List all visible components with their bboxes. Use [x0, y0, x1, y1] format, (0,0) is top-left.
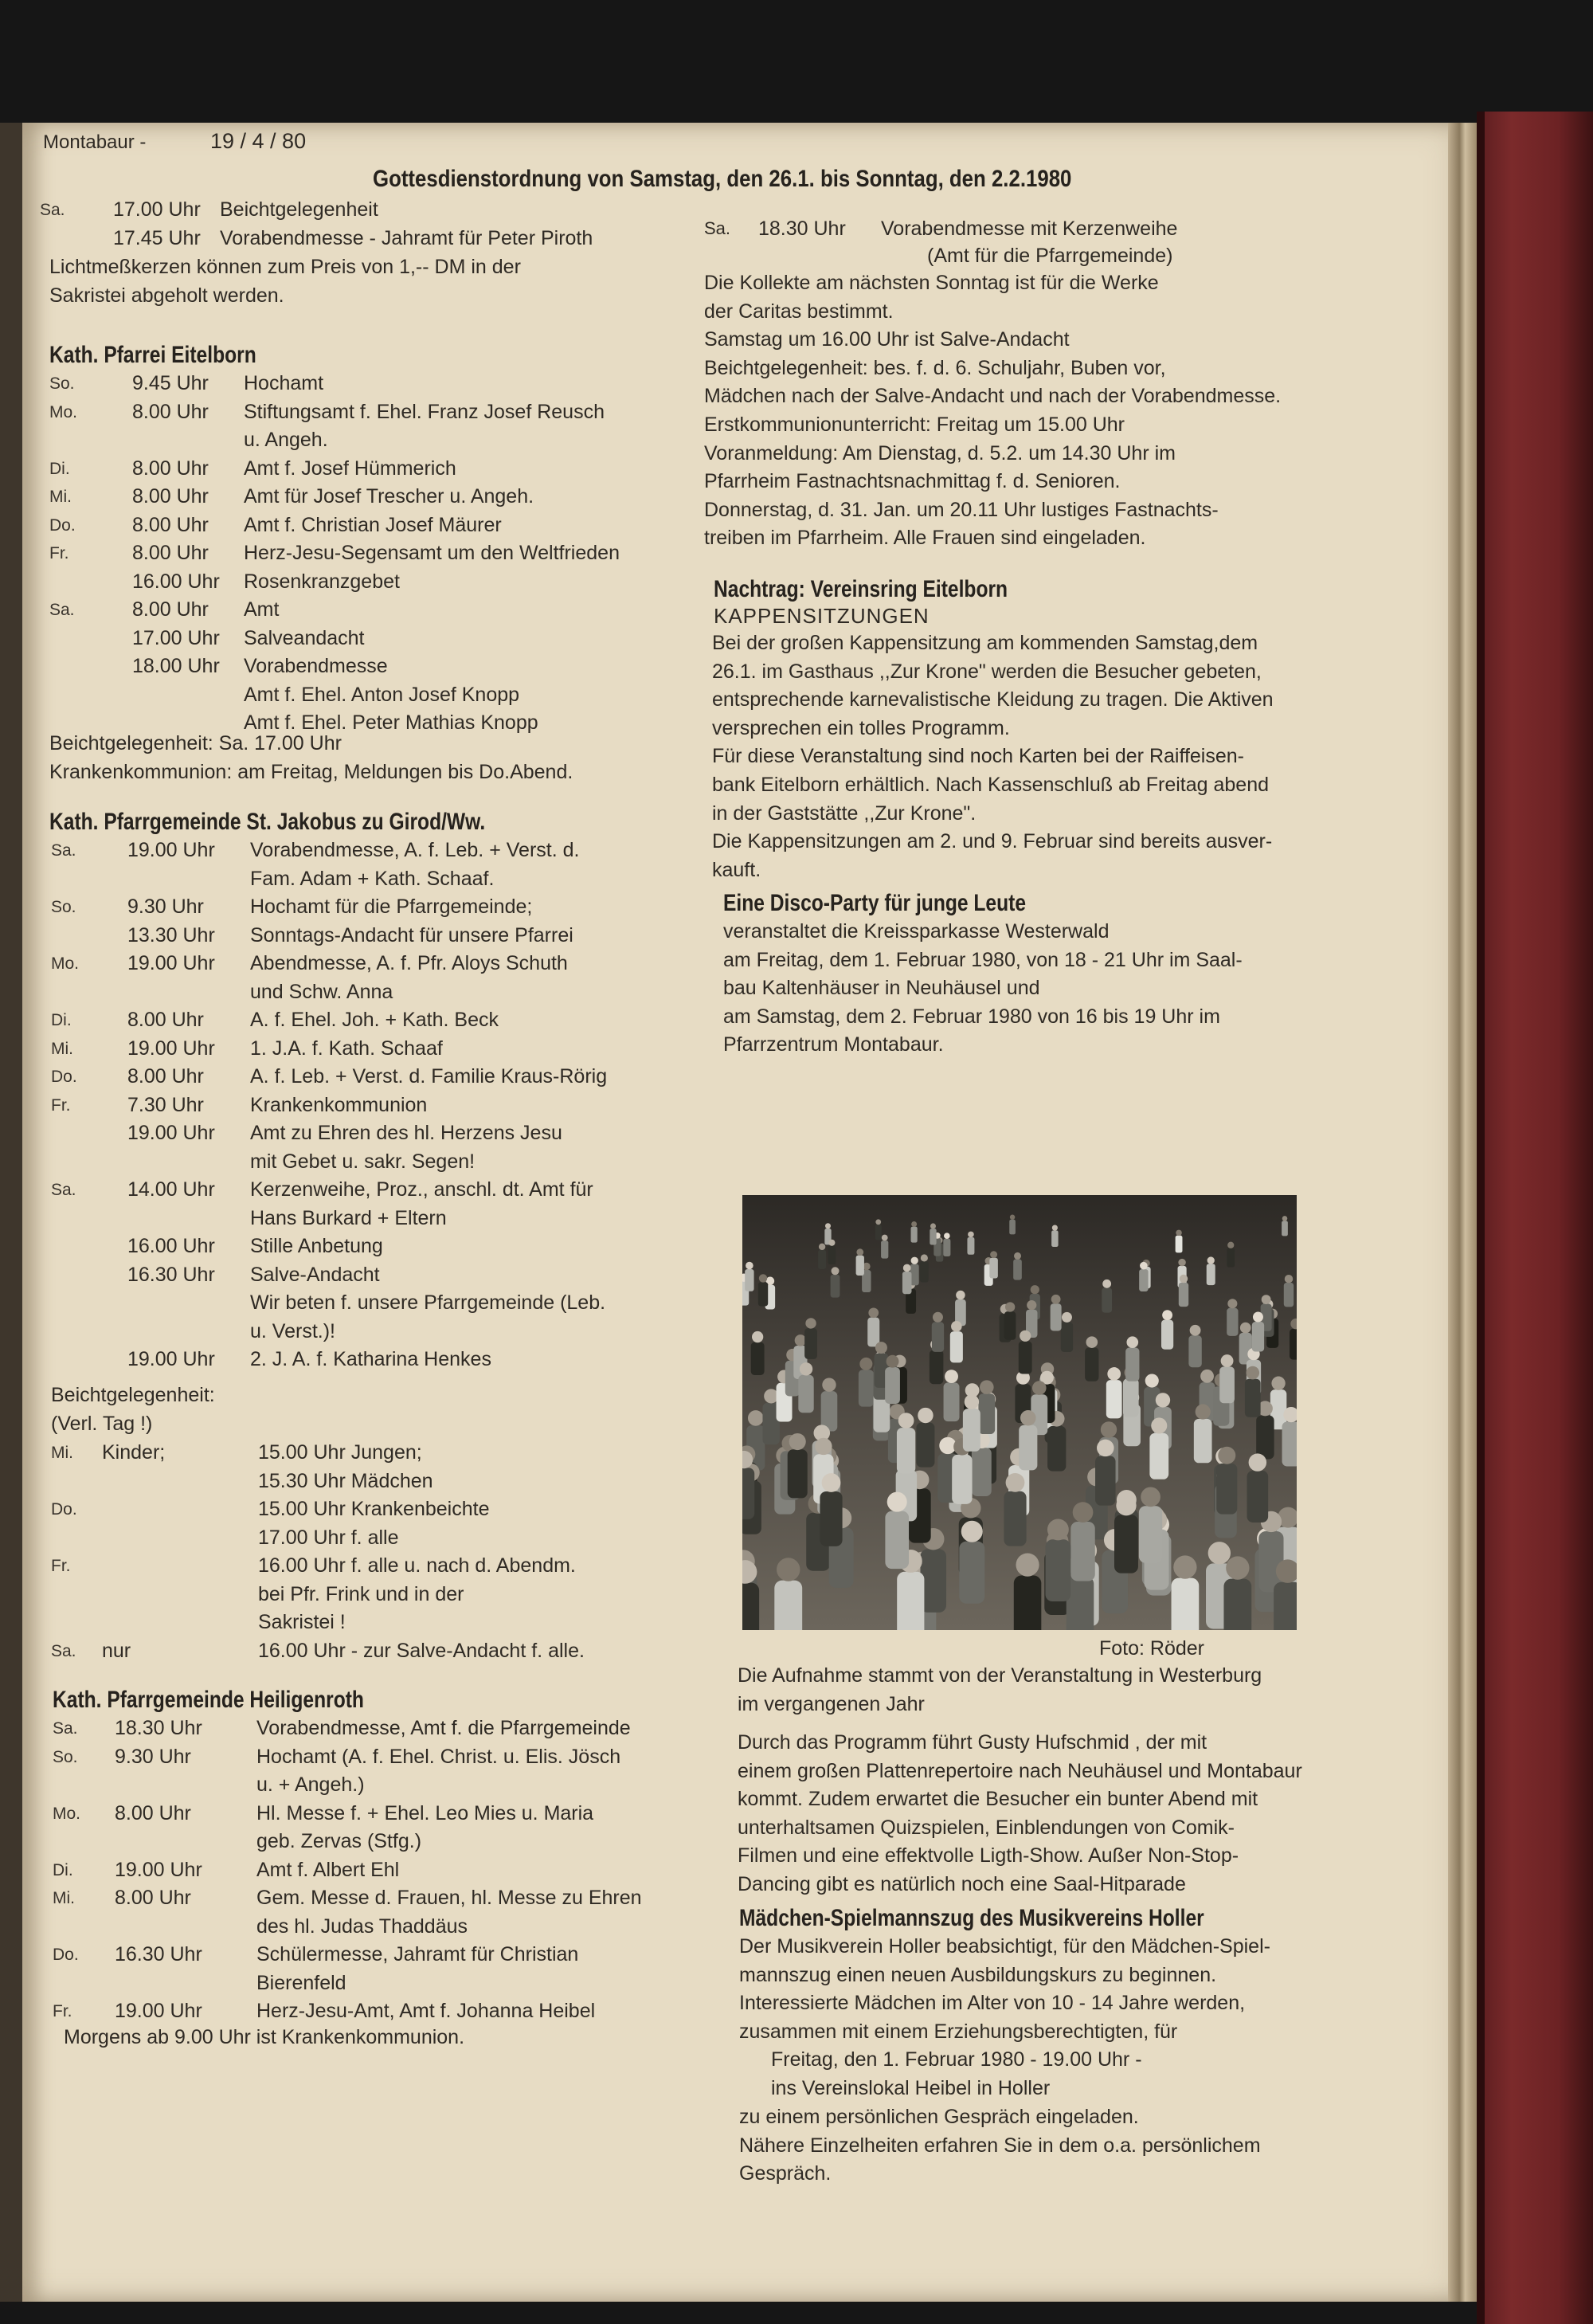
- girod-row-text: 1. J.A. f. Kath. Schaaf: [250, 1037, 443, 1060]
- heiligenroth-row-day: Mi.: [53, 1889, 75, 1907]
- eitelborn-row-text: Rosenkranzgebet: [244, 570, 400, 593]
- confession-row: [51, 1552, 688, 1581]
- heiligenroth-row-text: Gem. Messe d. Frauen, hl. Messe zu Ehren: [256, 1887, 642, 1909]
- heiligenroth-row: [53, 1884, 698, 1913]
- disco-photo: [742, 1195, 1297, 1630]
- eitelborn-note: Krankenkommunion: am Freitag, Meldungen bis Do.Abend.: [49, 760, 573, 783]
- confession-row-text: Sakristei !: [258, 1611, 346, 1633]
- nachtrag-text: [712, 629, 1274, 884]
- holler-line: Interessierte Mädchen im Alter von 10 - 14 Jahre werden,: [739, 1992, 1246, 2015]
- eitelborn-row: [49, 653, 687, 681]
- heiligenroth-row-text: Amt f. Albert Ehl: [256, 1858, 400, 1881]
- nachtrag-line: bank Eitelborn erhältlich. Nach Kassenschluß ab Freitag abend: [712, 773, 1270, 796]
- girod-row-day: So.: [51, 898, 76, 916]
- girod-row: [51, 1318, 688, 1346]
- girod-row-time: 19.00 Uhr: [127, 952, 215, 974]
- eitelborn-schedule: [49, 370, 687, 738]
- girod-row-text: 2. J. A. f. Katharina Henkes: [250, 1348, 491, 1370]
- heiligenroth-row-text: Hl. Messe f. + Ehel. Leo Mies u. Maria: [256, 1801, 594, 1824]
- girod-row-time: 7.30 Uhr: [127, 1093, 204, 1116]
- girod-row: [51, 1148, 688, 1177]
- eitelborn-row-text: Amt f. Christian Josef Mäurer: [244, 513, 502, 536]
- parish-note-line: Samstag um 16.00 Uhr ist Salve-Andacht: [704, 328, 1070, 351]
- nachtrag-line: 26.1. im Gasthaus ,,Zur Krone" werden die Besucher gebeten,: [712, 660, 1262, 683]
- eitelborn-row-time: 8.00 Uhr: [132, 400, 209, 423]
- eitelborn-row-text: Amt für Josef Trescher u. Angeh.: [244, 485, 534, 508]
- right-sa-time: 18.30 Uhr: [758, 218, 846, 240]
- holler-line: mannszug einen neuen Ausbildungskurs zu beginnen.: [739, 1963, 1217, 1986]
- girod-row: [51, 978, 688, 1007]
- girod-row-text: u. Verst.)!: [250, 1319, 335, 1342]
- girod-row-text: A. f. Ehel. Joh. + Kath. Beck: [250, 1009, 499, 1031]
- eitelborn-notes: [49, 730, 573, 786]
- girod-row-text: mit Gebet u. sakr. Segen!: [250, 1150, 476, 1173]
- girod-row-text: Vorabendmesse, A. f. Leb. + Verst. d.: [250, 839, 580, 861]
- girod-row: [51, 1233, 688, 1261]
- heiligenroth-row-text: Schülermesse, Jahramt für Christian: [256, 1943, 579, 1965]
- girod-row-time: 19.00 Uhr: [127, 839, 215, 861]
- header-date: 19 / 4 / 80: [210, 129, 307, 153]
- heiligenroth-row-time: 19.00 Uhr: [115, 2000, 202, 2022]
- girod-schedule: [51, 837, 688, 1374]
- disco-line: am Freitag, dem 1. Februar 1980, von 18 - 21 Uhr im Saal-: [723, 948, 1243, 971]
- nachtrag-line: kauft.: [712, 858, 761, 881]
- section-title-heiligenroth: Kath. Pfarrgemeinde Heiligenroth: [53, 1687, 364, 1713]
- heiligenroth-row: [53, 1941, 698, 1969]
- eitelborn-row: [49, 398, 687, 427]
- girod-row: [51, 1289, 688, 1318]
- eitelborn-row-text: Stiftungsamt f. Ehel. Franz Josef Reusch: [244, 400, 605, 423]
- confession-row-text: 15.30 Uhr Mädchen: [258, 1469, 433, 1492]
- heiligenroth-schedule: [53, 1715, 698, 2026]
- heiligenroth-row: [53, 1800, 698, 1828]
- confession-row: [51, 1609, 688, 1637]
- intro-row-text: Beichtgelegenheit: [220, 198, 378, 221]
- girod-row-time: 19.00 Uhr: [127, 1037, 215, 1060]
- holler-text: [739, 1933, 1270, 2046]
- heiligenroth-row: [53, 1913, 698, 1942]
- eitelborn-row: [49, 483, 687, 511]
- girod-confession-head: [51, 1381, 215, 1438]
- girod-row-time: 8.00 Uhr: [127, 1065, 204, 1088]
- girod-row-text: Fam. Adam + Kath. Schaaf.: [250, 867, 495, 890]
- confession-row-day: Sa.: [51, 1641, 76, 1660]
- intro-note-line: Lichtmeßkerzen können zum Preis von 1,-- DM in der: [49, 256, 521, 278]
- caption-line: im vergangenen Jahr: [738, 1692, 925, 1715]
- disco-program-line: kommt. Zudem erwartet die Besucher ein bunter Abend mit: [738, 1788, 1258, 1811]
- heiligenroth-row-day: So.: [53, 1747, 78, 1766]
- girod-row-text: und Schw. Anna: [250, 980, 393, 1003]
- girod-row-text: Stille Anbetung: [250, 1235, 383, 1257]
- section-title-eitelborn: Kath. Pfarrei Eitelborn: [49, 342, 256, 368]
- eitelborn-row-text: Amt f. Ehel. Peter Mathias Knopp: [244, 711, 538, 734]
- confession-row-text: 16.00 Uhr f. alle u. nach d. Abendm.: [258, 1554, 576, 1577]
- girod-row: [51, 922, 688, 950]
- girod-row-text: Salve-Andacht: [250, 1263, 380, 1286]
- eitelborn-row-day: Mi.: [49, 488, 72, 506]
- heiligenroth-row-time: 8.00 Uhr: [115, 1887, 191, 1909]
- eitelborn-row-text: Salveandacht: [244, 626, 365, 649]
- holler-closing-line: Nähere Einzelheiten erfahren Sie in dem o.a. persönlichem: [739, 2134, 1261, 2157]
- right-sa-text: Vorabendmesse mit Kerzenweihe: [881, 218, 1178, 240]
- parish-note-line: Pfarrheim Fastnachtsnachmittag f. d. Senioren.: [704, 470, 1121, 493]
- nachtrag-line: entsprechende karnevalistische Kleidung zu tragen. Die Aktiven: [712, 688, 1274, 711]
- heiligenroth-row-day: Fr.: [53, 2002, 72, 2020]
- intro-row: [40, 196, 693, 225]
- confession-row: [51, 1495, 688, 1524]
- eitelborn-row-time: 17.00 Uhr: [132, 626, 220, 649]
- heiligenroth-row-day: Di.: [53, 1860, 73, 1879]
- heiligenroth-row: [53, 1828, 698, 1856]
- girod-row-time: 13.30 Uhr: [127, 923, 215, 946]
- girod-row: [51, 1006, 688, 1035]
- confession-row-who: nur: [102, 1639, 131, 1662]
- girod-row-text: Kerzenweihe, Proz., anschl. dt. Amt für: [250, 1178, 593, 1201]
- girod-row: [51, 950, 688, 978]
- girod-row-time: 8.00 Uhr: [127, 1009, 204, 1031]
- confession-row: [51, 1581, 688, 1609]
- book-gutter: [0, 123, 22, 2302]
- eitelborn-row-day: Sa.: [49, 601, 75, 619]
- eitelborn-row-text: Vorabendmesse: [244, 655, 388, 677]
- girod-row: [51, 1205, 688, 1233]
- section-title-holler: Mädchen-Spielmannszug des Musikvereins Holler: [739, 1905, 1204, 1931]
- heiligenroth-row-text: Bierenfeld: [256, 1971, 346, 1994]
- confession-row-text: 17.00 Uhr f. alle: [258, 1526, 399, 1549]
- girod-row-text: Hans Burkard + Eltern: [250, 1206, 447, 1229]
- intro-row-text: Vorabendmesse - Jahramt für Peter Piroth: [220, 226, 593, 249]
- parish-note-line: Mädchen nach der Salve-Andacht und nach der Vorabendmesse.: [704, 385, 1282, 408]
- confession-row: [51, 1637, 688, 1666]
- eitelborn-row-text: Hochamt: [244, 372, 324, 394]
- nachtrag-line: Bei der großen Kappensitzung am kommenden Samstag,dem: [712, 632, 1258, 654]
- eitelborn-row-time: 16.00 Uhr: [132, 570, 220, 593]
- heiligenroth-row: [53, 1743, 698, 1772]
- girod-row-text: Abendmesse, A. f. Pfr. Aloys Schuth: [250, 952, 568, 974]
- heiligenroth-row-text: Herz-Jesu-Amt, Amt f. Johanna Heibel: [256, 2000, 596, 2022]
- eitelborn-row-day: Mo.: [49, 402, 78, 421]
- girod-row-day: Di.: [51, 1011, 72, 1029]
- confession-row-day: Fr.: [51, 1557, 71, 1575]
- eitelborn-row-time: 8.00 Uhr: [132, 598, 209, 621]
- girod-row-text: A. f. Leb. + Verst. d. Familie Kraus-Rörig: [250, 1065, 608, 1088]
- heiligenroth-row-day: Sa.: [53, 1719, 78, 1738]
- eitelborn-row-time: 18.00 Uhr: [132, 655, 220, 677]
- girod-row: [51, 1176, 688, 1205]
- eitelborn-row: [49, 455, 687, 484]
- eitelborn-row: [49, 596, 687, 625]
- confession-row-text: 16.00 Uhr - zur Salve-Andacht f. alle.: [258, 1639, 585, 1662]
- confession-row-text: 15.00 Uhr Krankenbeichte: [258, 1498, 490, 1520]
- intro-note: [49, 253, 521, 310]
- girod-row-time: 19.00 Uhr: [127, 1122, 215, 1144]
- disco-program-text: [738, 1729, 1302, 1899]
- holler-closing-line: Gespräch.: [739, 2162, 832, 2185]
- holler-appointment-line: Freitag, den 1. Februar 1980 - 19.00 Uhr -: [771, 2048, 1142, 2071]
- girod-row: [51, 1346, 688, 1374]
- newspaper-page: [22, 123, 1480, 2302]
- girod-row-text: Sonntags-Andacht für unsere Pfarrei: [250, 923, 573, 946]
- girod-row-day: Fr.: [51, 1095, 71, 1115]
- photo-credit: Foto: Röder: [1099, 1637, 1205, 1660]
- disco-text: [723, 918, 1243, 1060]
- eitelborn-row: [49, 426, 687, 455]
- parish-note-line: Erstkommunionunterricht: Freitag um 15.00 Uhr: [704, 413, 1125, 436]
- confession-row-day: Mi.: [51, 1444, 73, 1462]
- confession-row-who: Kinder;: [102, 1441, 166, 1464]
- eitelborn-row: [49, 539, 687, 568]
- eitelborn-row-time: 8.00 Uhr: [132, 513, 209, 536]
- heiligenroth-row: [53, 1715, 698, 1743]
- heiligenroth-row-text: Vorabendmesse, Amt f. die Pfarrgemeinde: [256, 1717, 631, 1739]
- girod-row: [51, 837, 688, 865]
- right-parish-notes: [704, 269, 1281, 553]
- parish-note-line: Die Kollekte am nächsten Sonntag ist für die Werke: [704, 272, 1159, 294]
- eitelborn-row-time: 9.45 Uhr: [132, 372, 209, 394]
- book-binding: [1477, 112, 1593, 2324]
- holler-line: zusammen mit einem Erziehungsberechtigten, für: [739, 2020, 1178, 2043]
- eitelborn-row-text: Amt f. Ehel. Anton Josef Knopp: [244, 683, 520, 706]
- girod-row-time: 14.00 Uhr: [127, 1178, 215, 1201]
- girod-row-time: 19.00 Uhr: [127, 1348, 215, 1370]
- eitelborn-row-text: u. Angeh.: [244, 429, 328, 451]
- nachtrag-line: Die Kappensitzungen am 2. und 9. Februar sind bereits ausver-: [712, 830, 1273, 853]
- page-title: Gottesdienstordnung von Samstag, den 26.1. bis Sonntag, den 2.2.1980: [373, 166, 1072, 192]
- heiligenroth-row: [53, 1771, 698, 1800]
- confession-row-text: 15.00 Uhr Jungen;: [258, 1441, 422, 1464]
- eitelborn-row-day: Fr.: [49, 544, 69, 562]
- girod-row-day: Sa.: [51, 1181, 76, 1199]
- eitelborn-note: Beichtgelegenheit: Sa. 17.00 Uhr: [49, 732, 342, 754]
- right-sa-sub: (Amt für die Pfarrgemeinde): [927, 245, 1173, 267]
- girod-row-time: 9.30 Uhr: [127, 896, 204, 918]
- eitelborn-row-text: Amt f. Josef Hümmerich: [244, 457, 456, 480]
- holler-appointment-line: ins Vereinslokal Heibel in Holler: [771, 2076, 1051, 2099]
- confession-row: [51, 1439, 688, 1468]
- girod-row-text: Hochamt für die Pfarrgemeinde;: [250, 896, 533, 918]
- heiligenroth-row-day: Mo.: [53, 1804, 81, 1823]
- eitelborn-row-time: 8.00 Uhr: [132, 457, 209, 480]
- intro-row: [40, 225, 693, 253]
- disco-program-line: Dancing gibt es natürlich noch eine Saal-Hitparade: [738, 1872, 1186, 1895]
- girod-row: [51, 865, 688, 894]
- nachtrag-line: versprechen ein tolles Programm.: [712, 716, 1010, 739]
- holler-line: Der Musikverein Holler beabsichtigt, für den Mädchen-Spiel-: [739, 1935, 1270, 1958]
- eitelborn-row: [49, 681, 687, 710]
- confession-head-line: (Verl. Tag !): [51, 1412, 153, 1435]
- photo-caption: [738, 1662, 1262, 1719]
- section-title-girod: Kath. Pfarrgemeinde St. Jakobus zu Girod/Ww.: [49, 809, 486, 835]
- confession-row-text: bei Pfr. Frink und in der: [258, 1582, 464, 1605]
- holler-appointment: [771, 2046, 1142, 2103]
- parish-note-line: Beichtgelegenheit: bes. f. d. 6. Schuljahr, Buben vor,: [704, 356, 1166, 379]
- girod-row-day: Sa.: [51, 841, 76, 860]
- eitelborn-row-time: 8.00 Uhr: [132, 485, 209, 508]
- heiligenroth-row-text: geb. Zervas (Stfg.): [256, 1830, 422, 1852]
- heiligenroth-row-text: Hochamt (A. f. Ehel. Christ. u. Elis. Jösch: [256, 1745, 621, 1768]
- intro-row-day: Sa.: [40, 201, 65, 219]
- confession-row-day: Do.: [51, 1500, 77, 1519]
- eitelborn-row-text: Herz-Jesu-Segensamt um den Weltfrieden: [244, 542, 620, 564]
- confession-row: [51, 1468, 688, 1496]
- intro-schedule: [40, 196, 693, 253]
- heiligenroth-row-time: 8.00 Uhr: [115, 1801, 191, 1824]
- girod-row-time: 16.30 Uhr: [127, 1263, 215, 1286]
- heiligenroth-row-time: 9.30 Uhr: [115, 1745, 191, 1768]
- eitelborn-row-day: Do.: [49, 515, 76, 535]
- eitelborn-row: [49, 511, 687, 540]
- eitelborn-row: [49, 568, 687, 597]
- heiligenroth-row-text: u. + Angeh.): [256, 1773, 365, 1796]
- girod-row: [51, 1091, 688, 1120]
- confession-row: [51, 1524, 688, 1553]
- heiligenroth-row-text: des hl. Judas Thaddäus: [256, 1914, 468, 1938]
- eitelborn-row: [49, 625, 687, 653]
- girod-row: [51, 1063, 688, 1091]
- girod-row: [51, 1261, 688, 1290]
- girod-row: [51, 893, 688, 922]
- girod-row-text: Krankenkommunion: [250, 1093, 428, 1116]
- parish-note-line: Donnerstag, d. 31. Jan. um 20.11 Uhr lustiges Fastnachts-: [704, 498, 1219, 521]
- girod-row-text: Wir beten f. unsere Pfarrgemeinde (Leb.: [250, 1291, 606, 1314]
- heiligenroth-row-time: 19.00 Uhr: [115, 1858, 202, 1881]
- intro-note-line: Sakristei abgeholt werden.: [49, 284, 284, 307]
- disco-line: veranstaltet die Kreissparkasse Westerwald: [723, 920, 1110, 943]
- parish-note-line: Voranmeldung: Am Dienstag, d. 5.2. um 14.30 Uhr im: [704, 441, 1176, 464]
- intro-row-time: 17.45 Uhr: [113, 226, 201, 249]
- disco-line: Pfarrzentrum Montabaur.: [723, 1033, 944, 1056]
- header-place: Montabaur -: [43, 131, 147, 153]
- intro-row-time: 17.00 Uhr: [113, 198, 201, 221]
- heiligenroth-row-day: Do.: [53, 1946, 79, 1964]
- eitelborn-row-day: Di.: [49, 459, 70, 478]
- nachtrag-subtitle: KAPPENSITZUNGEN: [714, 604, 930, 628]
- girod-row-day: Do.: [51, 1068, 77, 1086]
- heiligenroth-note: Morgens ab 9.00 Uhr ist Krankenkommunion.: [64, 2026, 465, 2048]
- eitelborn-row-text: Amt: [244, 598, 280, 621]
- holler-closing: [739, 2103, 1261, 2189]
- disco-program-line: unterhaltsamen Quizspielen, Einblendungen von Comik-: [738, 1816, 1235, 1839]
- parish-note-line: treiben im Pfarrheim. Alle Frauen sind eingeladen.: [704, 527, 1146, 550]
- nachtrag-line: in der Gaststätte ,,Zur Krone".: [712, 801, 977, 825]
- girod-row-text: Amt zu Ehren des hl. Herzens Jesu: [250, 1122, 562, 1144]
- girod-row-day: Mo.: [51, 954, 80, 973]
- heiligenroth-row-time: 18.30 Uhr: [115, 1717, 202, 1739]
- disco-program-line: Durch das Programm führt Gusty Hufschmid , der mit: [738, 1731, 1207, 1754]
- girod-row-day: Mi.: [51, 1039, 73, 1058]
- section-title-nachtrag: Nachtrag: Vereinsring Eitelborn: [714, 576, 1008, 602]
- disco-line: am Samstag, dem 2. Februar 1980 von 16 bis 19 Uhr im: [723, 1005, 1220, 1028]
- section-title-disco: Eine Disco-Party für junge Leute: [723, 890, 1027, 916]
- confession-head-line: Beichtgelegenheit:: [51, 1384, 215, 1406]
- right-sa-day: Sa.: [704, 218, 731, 238]
- page-edge: [1448, 123, 1477, 2302]
- disco-program-line: einem großen Plattenrepertoire nach Neuhäusel und Montabaur: [738, 1759, 1302, 1782]
- parish-note-line: der Caritas bestimmt.: [704, 300, 894, 323]
- disco-program-line: Filmen und eine effektvolle Ligth-Show. Außer Non-Stop-: [738, 1844, 1239, 1867]
- eitelborn-row-time: 8.00 Uhr: [132, 542, 209, 564]
- disco-line: bau Kaltenhäuser in Neuhäusel und: [723, 977, 1040, 1000]
- eitelborn-row: [49, 370, 687, 398]
- girod-row: [51, 1119, 688, 1148]
- heiligenroth-row: [53, 1969, 698, 1998]
- nachtrag-line: Für diese Veranstaltung sind noch Karten bei der Raiffeisen-: [712, 745, 1244, 768]
- eitelborn-row-day: So.: [49, 374, 75, 393]
- heiligenroth-row: [53, 1997, 698, 2026]
- heiligenroth-row: [53, 1856, 698, 1885]
- girod-row-time: 16.00 Uhr: [127, 1235, 215, 1257]
- girod-confession-schedule: [51, 1439, 688, 1665]
- caption-line: Die Aufnahme stammt von der Veranstaltung in Westerburg: [738, 1664, 1262, 1687]
- dancing-crowd-photo: [742, 1195, 1297, 1630]
- heiligenroth-row-time: 16.30 Uhr: [115, 1943, 202, 1965]
- holler-closing-line: zu einem persönlichen Gespräch eingeladen.: [739, 2106, 1139, 2128]
- girod-row: [51, 1035, 688, 1064]
